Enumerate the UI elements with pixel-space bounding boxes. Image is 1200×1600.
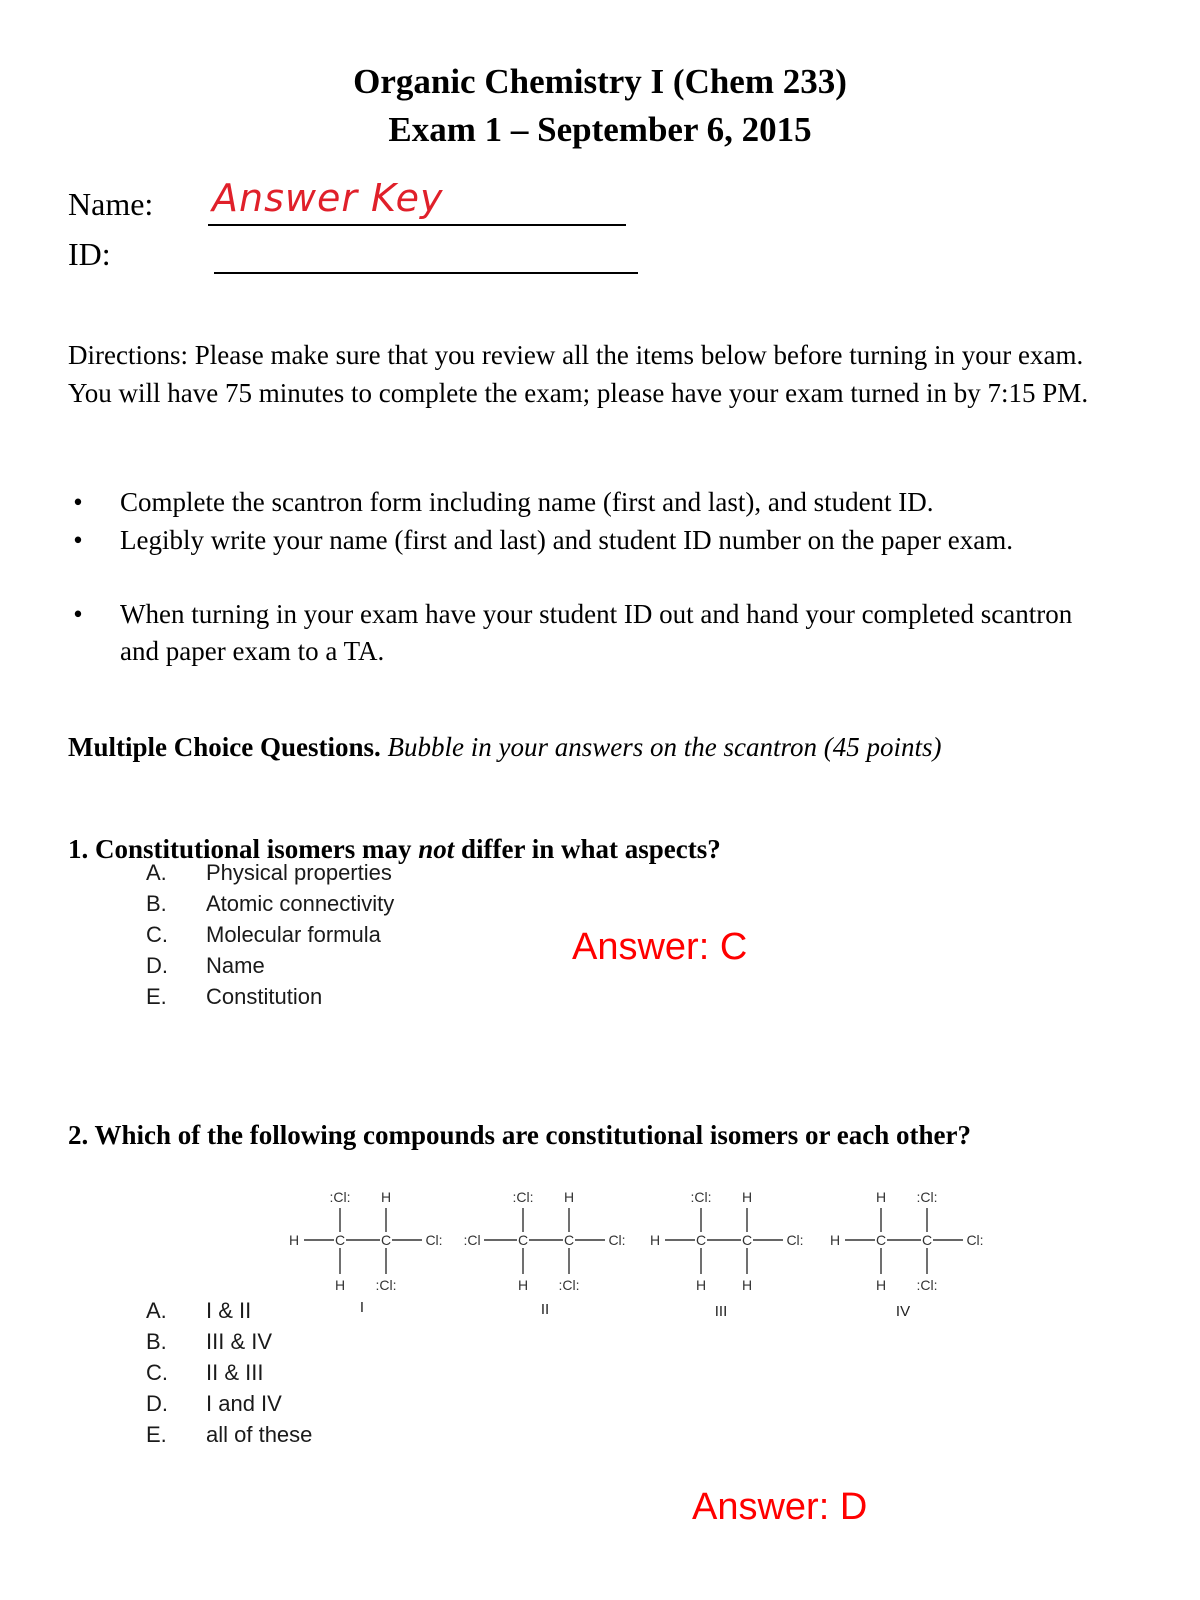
option-letter: D.	[146, 1391, 168, 1416]
structure-label-ii: II	[540, 1301, 550, 1318]
option-letter: E.	[146, 1422, 167, 1447]
structure-label-i: I	[359, 1299, 365, 1316]
atom-h: H	[563, 1190, 575, 1205]
name-label: Name:	[68, 186, 154, 222]
exam-date-title: Exam 1 – September 6, 2015	[388, 110, 812, 149]
option-letter: A.	[146, 860, 167, 885]
name-handwritten-answer-key: Answer Key	[212, 176, 444, 220]
name-line	[208, 224, 626, 226]
question-1-suffix: differ in what aspects?	[461, 834, 721, 864]
q2-option-b	[146, 1329, 446, 1359]
structure-label-iv: IV	[895, 1303, 911, 1320]
option-text: Molecular formula	[206, 922, 381, 947]
direction-bullet-3	[68, 596, 1148, 672]
atom-cl: :Cl:	[690, 1190, 712, 1205]
q2-option-d	[146, 1391, 446, 1421]
section-title: Multiple Choice Questions.	[68, 732, 381, 762]
q2-answer: Answer: D	[692, 1486, 868, 1528]
atom-c: C	[380, 1232, 392, 1248]
atom-cl: :Cl:	[558, 1277, 580, 1293]
atom-cl: :Cl:	[916, 1277, 938, 1293]
section-heading	[68, 732, 941, 763]
q1-option-a	[146, 860, 566, 890]
option-letter: C.	[146, 922, 168, 947]
direction-bullet-2	[68, 522, 1148, 598]
q2-option-c	[146, 1360, 446, 1390]
option-text: Physical properties	[206, 860, 392, 885]
atom-c: C	[517, 1232, 529, 1248]
q1-option-d	[146, 953, 566, 983]
option-letter: E.	[146, 984, 167, 1009]
q1-option-b	[146, 891, 566, 921]
question-1-prefix: 1. Constitutional isomers may	[68, 834, 412, 864]
question-1-emphasis: not	[418, 834, 455, 864]
atom-cl: :Cl:	[329, 1190, 351, 1205]
atom-c: C	[921, 1232, 933, 1248]
atom-h: H	[875, 1277, 887, 1293]
atom-cl: :Cl:	[916, 1190, 938, 1205]
directions-paragraph: Directions: Please make sure that you review all the items below before turning in your exam. You will have 75 minutes to complete the exam; please have your exam turned in by 7:15 PM.	[68, 340, 1089, 408]
option-letter: B.	[146, 1329, 167, 1354]
q2-option-e	[146, 1422, 446, 1452]
id-line	[214, 272, 638, 274]
atom-c: C	[334, 1232, 346, 1248]
atom-cl: :Cl:	[375, 1277, 397, 1293]
option-text: Constitution	[206, 984, 323, 1009]
option-text: I & II	[206, 1298, 252, 1323]
direction-bullet-1	[68, 484, 1148, 524]
atom-h: H	[829, 1232, 841, 1248]
q1-option-e	[146, 984, 566, 1014]
atom-h: H	[875, 1190, 887, 1205]
q2-option-a	[146, 1298, 446, 1328]
atom-h: H	[334, 1277, 346, 1293]
option-text: I and IV	[206, 1391, 282, 1416]
exam-course-title: Organic Chemistry I (Chem 233)	[353, 62, 847, 101]
q1-answer: Answer: C	[572, 926, 748, 968]
atom-h: H	[741, 1277, 753, 1293]
option-text: Name	[206, 953, 265, 978]
bullet-dot: •	[73, 525, 83, 555]
structure-label-iii: III	[714, 1303, 728, 1320]
atom-cl: Cl:	[786, 1232, 804, 1248]
bullet-text: When turning in your exam have your student ID out and hand your completed scantron and paper exam to a TA.	[120, 599, 1073, 666]
atom-h: H	[380, 1190, 392, 1205]
bullet-text: Legibly write your name (first and last) and student ID number on the paper exam.	[120, 525, 1013, 555]
option-text: all of these	[206, 1422, 313, 1447]
q1-option-c	[146, 922, 566, 952]
option-text: Atomic connectivity	[206, 891, 395, 916]
section-instruction: Bubble in your answers on the scantron (45 points)	[387, 732, 942, 762]
atom-cl: Cl:	[966, 1232, 984, 1248]
atom-c: C	[741, 1232, 753, 1248]
option-text: III & IV	[206, 1329, 273, 1354]
atom-cl: Cl:	[425, 1232, 443, 1248]
atom-h: H	[649, 1232, 661, 1248]
atom-h: H	[288, 1232, 300, 1248]
question-2-text: 2. Which of the following compounds are constitutional isomers or each other?	[68, 1120, 971, 1150]
option-letter: B.	[146, 891, 167, 916]
option-text: II & III	[206, 1360, 264, 1385]
atom-h: H	[741, 1190, 753, 1205]
atom-cl: Cl:	[608, 1232, 626, 1248]
option-letter: D.	[146, 953, 168, 978]
atom-cl: :Cl:	[512, 1190, 534, 1205]
bullet-dot: •	[73, 487, 83, 517]
atom-c: C	[695, 1232, 707, 1248]
id-label: ID:	[68, 236, 111, 272]
atom-c: C	[563, 1232, 575, 1248]
atom-cl: :Cl	[463, 1232, 481, 1248]
atom-h: H	[517, 1277, 529, 1293]
atom-c: C	[875, 1232, 887, 1248]
option-letter: A.	[146, 1298, 167, 1323]
bullet-text: Complete the scantron form including name (first and last), and student ID.	[120, 487, 934, 517]
atom-h: H	[695, 1277, 707, 1293]
bullet-dot: •	[73, 599, 83, 629]
option-letter: C.	[146, 1360, 168, 1385]
